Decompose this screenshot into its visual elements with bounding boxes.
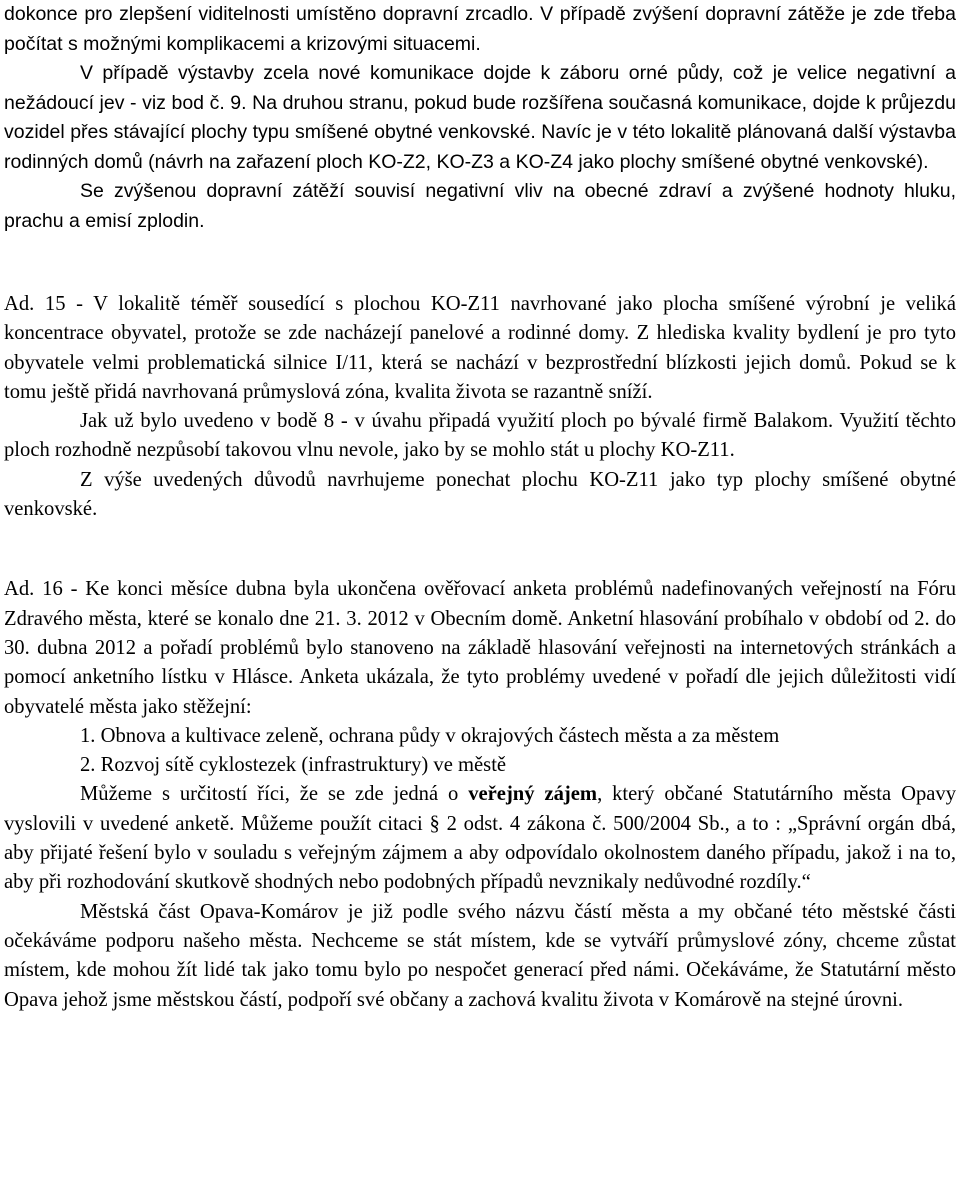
spacer	[4, 236, 956, 290]
paragraph-closing: Městská část Opava-Komárov je již podle svého názvu částí města a my občané této městské části očekáváme podporu našeho města. Nechceme se stát místem, kde se vytváří průmyslové zóny, chceme zůstat místem, kde mohou žít lidé tak jako tomu bylo po nespočet generací před námi. Očekáváme, že Statutární město Opava jehož jsme městskou částí, podpoří své občany a zachová kvalitu života v Komárově na stejné úrovni.	[4, 900, 956, 1011]
paragraph-proposal: Z výše uvedených důvodů navrhujeme ponechat plochu KO-Z11 jako typ plochy smíšené obytné venkovské.	[4, 468, 956, 521]
paragraph-ad-16: Ad. 16 - Ke konci měsíce dubna byla ukončena ověřovací anketa problémů nadefinovaných veřejností na Fóru Zdravého města, které se konalo dne 21. 3. 2012 v Obecním domě. Anketní hlasování probíhalo v období od 2. do 30. dubna 2012 a pořadí problémů bylo stanoveno na základě hlasování veřejnosti na internetových stránkách a pomocí anketního lístku v Hlásce. Anketa ukázala, že tyto problémy uvedené v pořadí dle jejich důležitosti vidí obyvatelé města jako stěžejní:	[4, 578, 956, 718]
list-item: 1. Obnova a kultivace zeleně, ochrana půdy v okrajových částech města a za městem	[80, 724, 780, 747]
paragraph-new-road: V případě výstavby zcela nové komunikace dojde k záboru orné půdy, což je velice negativní a nežádoucí jev - viz bod č. 9. Na druhou stranu, pokud bude rozšířena současná komunikace, dojde k průjezdu vozidel přes stávající plochy typu smíšené obytné venkovské. Navíc je v této lokalitě plánovaná další výstavba rodinných domů (návrh na zařazení ploch KO-Z2, KO-Z3 a KO-Z4 jako plochy smíšené obytné venkovské).	[4, 62, 956, 173]
paragraph-ad-15: Ad. 15 - V lokalitě téměř sousedící s plochou KO-Z11 navrhované jako plocha smíšené výrobní je veliká koncentrace obyvatel, protože se zde nacházejí panelové a rodinné domy. Z hlediska kvality bydlení je pro tyto obyvatele velmi problematická silnice I/11, která se nachází v bezprostřední blízkosti jejich domů. Pokud se k tomu ještě přidá navrhovaná průmyslová zóna, kvalita života se razantně sníží.	[4, 293, 956, 403]
list-item: 2. Rozvoj sítě cyklostezek (infrastruktury) ve městě	[80, 754, 507, 777]
paragraph-traffic-mirror: dokonce pro zlepšení viditelnosti umístěno dopravní zrcadlo. V případě zvýšení dopravní zátěže je zde třeba počítat s možnými komplikacemi a krizovými situacemi.	[4, 3, 956, 55]
paragraph-public-interest	[4, 780, 956, 897]
document-page	[4, 0, 956, 1015]
spacer	[4, 524, 956, 575]
paragraph-balakom: Jak už bylo uvedeno v bodě 8 - v úvahu připadá využití ploch po bývalé firmě Balakom. Využití těchto ploch rozhodně nezpůsobí takovou vlnu nevole, jako by se mohlo stát u plochy KO-Z11.	[4, 410, 956, 462]
section-traffic	[4, 0, 956, 236]
section-ad-15	[4, 290, 956, 524]
paragraph-health: Se zvýšenou dopravní zátěží souvisí negativní vliv na obecné zdraví a zvýšené hodnoty hluku, prachu a emisí zplodin.	[4, 180, 956, 232]
text-fragment: Můžeme s určitostí říci, že se zde jedná o	[80, 783, 469, 806]
section-ad-16	[4, 575, 956, 1014]
text-fragment: , který občané Statutárního města Opavy vyslovili v uvedené anketě. Můžeme použít citaci § 2 odst. 4 zákona č. 500/2004 Sb., a to : „Správní orgán dbá, aby přijaté řešení bylo v souladu s veřejným zájmem a aby odpovídalo okolnostem daného případu, jakož i na to, aby při rozhodování skutkově shodných nebo podobných případů nevznikaly nedůvodné rozdíly.“	[4, 783, 956, 894]
emphasis-text: veřejný zájem	[468, 783, 598, 806]
